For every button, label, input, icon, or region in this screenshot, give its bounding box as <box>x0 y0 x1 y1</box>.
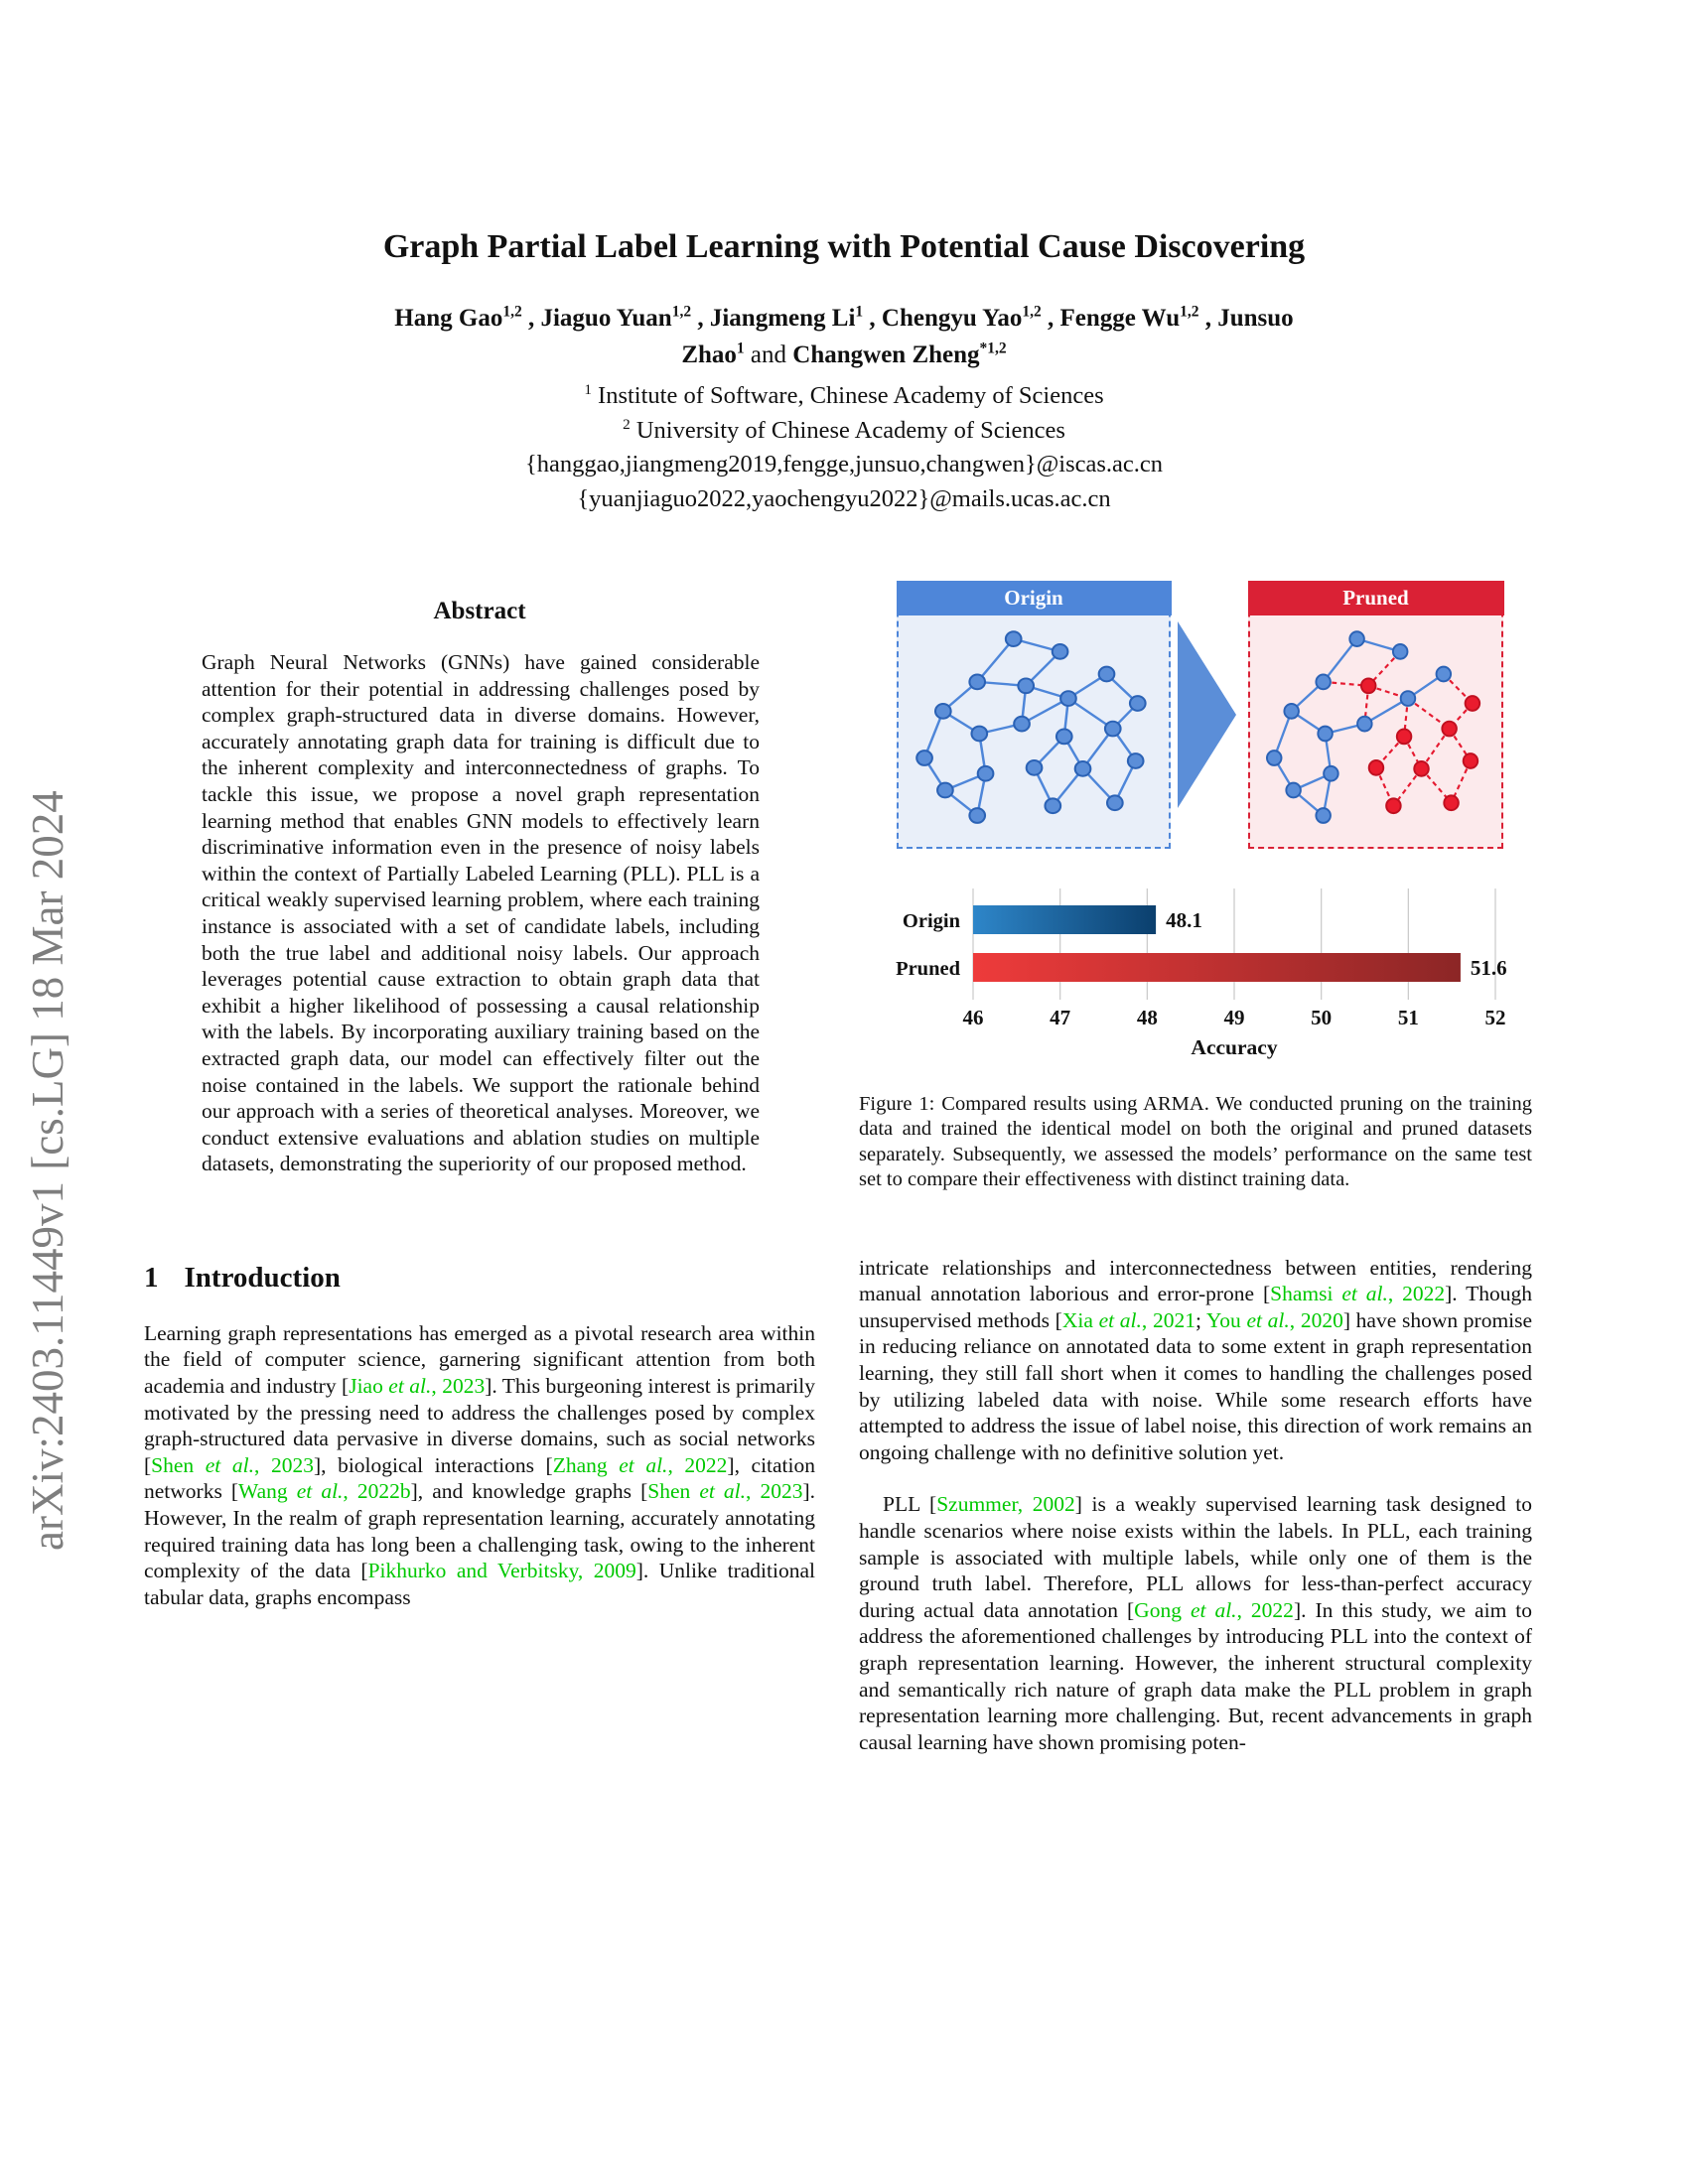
intro-paragraph: Learning graph representations has emerged as a pivotal research area within the field of computer science, garnering significant attention from both academia and industry [Jiao et al., 2023]. This burgeoning interest is primarily motivated by the pressing need to address the challenges posed by complex graph-structured data pervasive in diverse domains, such as social networks [Shen et al., 2023], biological interactions [Zhang et al., 2022], citation networks [Wang et al., 2022b], and knowledge graphs [Shen et al., 2023]. However, In the realm of graph representation learning, accurately annotating required training data has long been a challenging task, owing to the inherent complexity of the data [Pikhurko and Verbitsky, 2009]. Unlike traditional tabular data, graphs encompass <box>144 1320 816 1609</box>
svg-text:47: 47 <box>1050 1006 1071 1029</box>
figure1-graphs <box>897 581 1532 855</box>
right-paragraph-2: PLL [Szummer, 2002] is a weakly supervised learning task designed to handle scenarios where noise exists within the labels. In PLL, each training sample is associated with multiple labels, while only one of them is the ground truth label. Therefore, PLL allows for less-than-perfect accuracy during actual data annotation [Gong et al., 2022]. In this study, we aim to address the aforementioned challenges by introducing PLL into the context of graph representation learning. However, the inherent structural complexity and semantically rich nature of graph data make the PLL problem in graph representation learning more challenging. But, recent advancements in graph causal learning have shown promising poten- <box>859 1492 1533 1754</box>
affiliation-2: $^2$ University of Chinese Academy of Sciences <box>623 415 1065 444</box>
abstract-heading: Abstract <box>433 598 526 624</box>
affiliations <box>0 379 1688 516</box>
pruned-panel-header: Pruned <box>1248 581 1504 615</box>
transform-arrow-wrap <box>1178 581 1236 849</box>
figure1-caption: Figure 1: Compared results using ARMA. We conducted pruning on the training data and trained the identical model on both the original and pruned datasets separately. Subsequently, we assessed the models’ performance on the same test set to compare their effectiveness with distinct training data. <box>859 1093 1532 1191</box>
svg-text:51: 51 <box>1397 1006 1419 1029</box>
right-paragraph-1: intricate relationships and interconnectedness between entities, rendering manual annotation laborious and error-prone [Shamsi et al., 2022]. Though unsupervised methods [Xia et al., 2021; You et al., 2020] have shown promise in reducing reliance on annotated data to some extent in graph representation learning, they still fall short when it comes to handling the challenges posed by utilizing labeled data with noise. While some research efforts have attempted to address the issue of label noise, this direction of work remains an ongoing challenge with no definitive solution yet. <box>859 1255 1533 1464</box>
author-list <box>0 300 1688 373</box>
section-title: Introduction <box>184 1261 341 1294</box>
svg-text:51.6: 51.6 <box>1470 956 1507 980</box>
svg-text:50: 50 <box>1311 1006 1333 1029</box>
svg-text:Accuracy: Accuracy <box>1191 1035 1278 1059</box>
email-line-1: {hanggao,jiangmeng2019,fengge,junsuo,changwen}@iscas.ac.cn <box>524 451 1164 478</box>
right-column <box>859 581 1532 1755</box>
origin-panel <box>897 581 1171 849</box>
accuracy-bar-chart <box>859 881 1532 1066</box>
author-line-1: Hang Gao$^{1,2}$ , Jiaguo Yuan$^{1,2}$ , Jiangmeng Li$^1$ , Chengyu Yao$^{1,2}$ , Fengge Wu$^{1,2}$ , Junsuo <box>394 303 1294 332</box>
left-column <box>144 561 815 1610</box>
paper-title: Graph Partial Label Learning with Potential Cause Discovering <box>382 228 1306 265</box>
svg-text:48: 48 <box>1136 1006 1158 1029</box>
svg-text:Pruned: Pruned <box>896 958 960 980</box>
pruned-panel <box>1248 581 1503 849</box>
svg-text:52: 52 <box>1484 1006 1506 1029</box>
section-number: 1 <box>144 1261 159 1294</box>
origin-panel-header: Origin <box>897 581 1172 615</box>
author-line-2: Zhao$^1$ and Changwen Zheng$^{*1,2}$ <box>681 340 1007 368</box>
email-line-2: {yuanjiaguo2022,yaochengyu2022}@mails.ucas.ac.cn <box>577 484 1111 512</box>
arxiv-watermark: arXiv:2403.11449v1 [cs.LG] 18 Mar 2024 <box>23 790 72 1551</box>
svg-text:49: 49 <box>1223 1006 1245 1029</box>
svg-text:48.1: 48.1 <box>1166 908 1202 932</box>
section-heading-introduction <box>144 1262 815 1295</box>
affiliation-1: $^1$ Institute of Software, Chinese Academy of Sciences <box>584 380 1104 409</box>
svg-text:46: 46 <box>962 1006 984 1029</box>
bar-chart-svg <box>859 881 1530 1061</box>
pruned-graph <box>1250 616 1500 847</box>
svg-text:Origin: Origin <box>902 910 960 932</box>
origin-graph <box>899 616 1168 847</box>
right-arrow-icon <box>1178 617 1236 812</box>
abstract-text: Graph Neural Networks (GNNs) have gained considerable attention for their potential in addressing challenges posed by complex graph-structured data in diverse domains. However, accurately annotating graph data for training is difficult due to the inherent complexity and interconnectedness of graphs. To tackle this issue, we propose a novel graph representation learning method that enables GNN models to effectively learn discriminative information even in the presence of noisy labels within the context of Partially Labeled Learning (PLL). PLL is a critical weakly supervised learning problem, where each training instance is associated with a set of candidate labels, including both the true label and additional noisy labels. Our approach leverages potential cause extraction to obtain graph data that exhibit a higher likelihood of possessing a causal relationship with the labels. By incorporating auxiliary training based on the extracted graph data, our model can effectively filter out the noise contained in the labels. We support the rationale behind our approach with a series of theoretical analyses. Moreover, we conduct extensive evaluations and ablation studies on multiple datasets, demonstrating the superiority of our proposed method. <box>202 650 760 1176</box>
